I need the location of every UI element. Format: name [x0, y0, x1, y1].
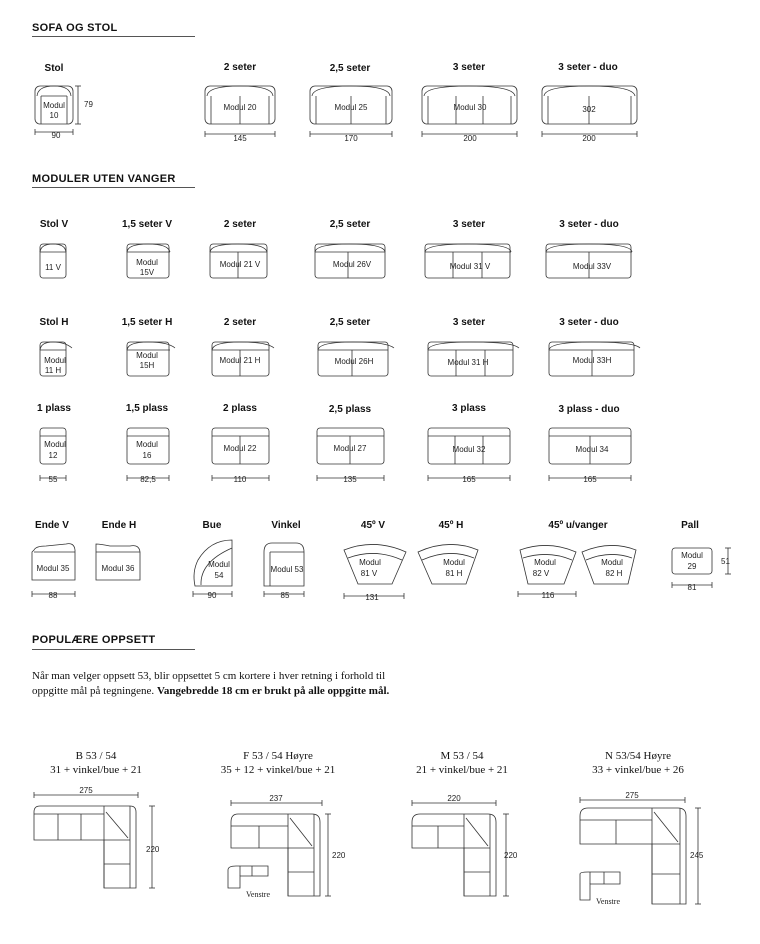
- combo-name: B 53 / 54: [75, 750, 117, 762]
- section-title-populare: POPULÆRE OPPSETT: [32, 634, 156, 646]
- dimension-depth: 220: [146, 845, 160, 854]
- module-label: 1,5 seter H: [121, 317, 173, 328]
- module-code: 12: [48, 451, 58, 460]
- module-code: Modul 53: [270, 565, 304, 574]
- module-code: 15H: [139, 361, 155, 370]
- module-label: Stol: [44, 63, 64, 74]
- module-code: Modul: [208, 560, 230, 569]
- combo-formula: 31 + vinkel/bue + 21: [50, 764, 142, 776]
- module-code: Modul: [601, 558, 623, 567]
- dimension-width: 275: [79, 786, 93, 795]
- module-label: Bue: [202, 520, 222, 531]
- module-label: 45º V: [360, 520, 386, 531]
- dimension-depth: 220: [504, 851, 518, 860]
- combo-title: [592, 749, 684, 777]
- row-v-modules: [40, 244, 632, 278]
- module-code: Modul 21 V: [219, 260, 261, 269]
- combo-f: [228, 794, 346, 899]
- combo-b: [34, 786, 160, 888]
- module-code: Modul 34: [575, 445, 609, 454]
- combo-name: F 53 / 54 Høyre: [243, 750, 313, 762]
- module-label: 45º u/vanger: [548, 520, 608, 531]
- module-label: 1,5 plass: [125, 403, 169, 414]
- module-label: Stol V: [39, 219, 69, 230]
- row-plass-modules: [40, 428, 631, 484]
- module-label: 3 seter: [452, 317, 486, 328]
- module-code: 54: [214, 571, 224, 580]
- module-code: Modul 35: [36, 564, 70, 573]
- module-code: Modul: [681, 551, 703, 560]
- dimension-width: 82,5: [140, 475, 156, 484]
- dimension-width: 116: [541, 591, 555, 600]
- module-code: Modul: [44, 356, 66, 365]
- dimension-width: 165: [462, 475, 476, 484]
- intro-text: Når man velger oppsett 53, blir oppsettet 5 cm kortere i hver retning i forhold til oppgitte mål på tegningene.: [32, 670, 386, 697]
- module-label: 2 plass: [223, 403, 257, 414]
- module-label: 3 plass: [452, 403, 486, 414]
- combo-name: N 53/54 Høyre: [605, 750, 671, 762]
- mirror-note: Venstre: [596, 897, 620, 906]
- module-code: Modul 32: [452, 445, 486, 454]
- sofa-3-seter: [422, 86, 517, 143]
- module-code: 81 H: [445, 569, 463, 578]
- module-label: 2,5 seter: [329, 317, 371, 328]
- module-code: Modul 30: [453, 103, 487, 112]
- dimension-width: 165: [583, 475, 597, 484]
- dimension-width: 200: [463, 134, 477, 143]
- combo-formula: 33 + vinkel/bue + 26: [592, 764, 684, 776]
- module-code: Modul: [136, 351, 158, 360]
- module-label: 2,5 seter: [329, 63, 371, 74]
- module-code: 29: [687, 562, 697, 571]
- module-code: Modul: [359, 558, 381, 567]
- intro-bold: Vangebredde 18 cm er brukt på alle oppgitte mål.: [156, 685, 390, 697]
- dimension-width: 55: [48, 475, 58, 484]
- module-code: 82 V: [532, 569, 550, 578]
- module-code: Modul: [443, 558, 465, 567]
- module-code: 302: [582, 105, 596, 114]
- sofa-stol-10: [35, 86, 93, 140]
- combo-formula: 35 + 12 + vinkel/bue + 21: [220, 764, 336, 776]
- module-code: 15V: [139, 268, 155, 277]
- module-label: 1 plass: [37, 403, 71, 414]
- module-code: 16: [142, 451, 152, 460]
- module-label: Ende H: [101, 520, 137, 531]
- module-label: 2 seter: [223, 317, 257, 328]
- module-code: 82 H: [605, 569, 623, 578]
- module-code: 81 V: [360, 569, 378, 578]
- module-code: 11 V: [45, 263, 61, 272]
- module-code: Modul: [44, 440, 66, 449]
- module-label: 2 seter: [223, 219, 257, 230]
- module-code: Modul: [43, 101, 65, 110]
- sofa-2-seter: [205, 86, 275, 143]
- dimension-depth: 245: [690, 851, 704, 860]
- dimension-width: 135: [343, 475, 357, 484]
- module-code: 10: [49, 111, 59, 120]
- dimension-width: 85: [280, 591, 290, 600]
- module-code: Modul: [534, 558, 556, 567]
- dimension-width: 131: [365, 593, 379, 602]
- dimension-width: 110: [233, 475, 247, 484]
- combo-name: M 53 / 54: [440, 750, 484, 762]
- module-code: Modul 27: [333, 444, 367, 453]
- module-label: 2 seter: [223, 62, 257, 73]
- module-code: Modul 22: [223, 444, 257, 453]
- module-code: Modul 33V: [572, 262, 612, 271]
- module-code: 11 H: [44, 366, 62, 375]
- module-code: Modul 20: [223, 103, 257, 112]
- module-code: Modul 36: [101, 564, 135, 573]
- module-label: 3 seter - duo: [559, 219, 619, 230]
- dimension-width: 220: [447, 794, 461, 803]
- section-title-sofa: SOFA OG STOL: [32, 22, 118, 34]
- module-code: Modul 26V: [332, 260, 372, 269]
- module-label: 2,5 seter: [329, 219, 371, 230]
- module-label: 3 seter: [452, 62, 486, 73]
- module-label: 3 seter: [452, 219, 486, 230]
- module-label: Ende V: [35, 520, 69, 531]
- module-label: 3 seter - duo: [559, 317, 619, 328]
- module-label: Stol H: [39, 317, 69, 328]
- combo-n: [580, 791, 704, 906]
- module-code: Modul 25: [334, 103, 368, 112]
- section-title-moduler: MODULER UTEN VANGER: [32, 173, 176, 185]
- module-label: 3 seter - duo: [558, 62, 618, 73]
- module-label: Vinkel: [271, 520, 301, 531]
- dimension-width: 237: [269, 794, 283, 803]
- combo-m: [412, 794, 518, 896]
- module-code: Modul 33H: [572, 356, 612, 365]
- combo-title: [50, 749, 142, 777]
- dimension-height: 51: [721, 557, 730, 566]
- module-code: Modul: [136, 258, 158, 267]
- combo-title: [416, 749, 508, 777]
- module-label: 2,5 plass: [328, 404, 372, 415]
- dimension-width: 200: [582, 134, 596, 143]
- module-code: Modul 21 H: [219, 356, 261, 365]
- intro-paragraph: [32, 669, 392, 699]
- combo-formula: 21 + vinkel/bue + 21: [416, 764, 508, 776]
- module-label: 45º H: [438, 520, 464, 531]
- sofa-25-seter: [310, 86, 392, 143]
- module-label: 1,5 seter V: [121, 219, 173, 230]
- module-label: 3 plass - duo: [558, 404, 620, 415]
- module-code: Modul 31 H: [447, 358, 489, 367]
- module-label: Pall: [681, 520, 699, 531]
- module-code: Modul: [136, 440, 158, 449]
- module-code: Modul 26H: [334, 357, 374, 366]
- combo-title: [221, 749, 336, 777]
- special-modules: [32, 540, 731, 602]
- dimension-width: 88: [48, 591, 58, 600]
- dimension-width: 81: [687, 583, 697, 592]
- row-h-modules: [40, 342, 640, 376]
- sofa-3-seter-duo: [542, 86, 637, 143]
- mirror-note: Venstre: [246, 890, 270, 899]
- dimension-width: 145: [233, 134, 247, 143]
- dimension-width: 90: [207, 591, 217, 600]
- dimension-width: 90: [51, 131, 61, 140]
- dimension-width: 170: [344, 134, 358, 143]
- dimension-depth: 220: [332, 851, 346, 860]
- dimension-height: 79: [84, 100, 93, 109]
- module-code: Modul 31 V: [449, 262, 491, 271]
- dimension-width: 275: [625, 791, 639, 800]
